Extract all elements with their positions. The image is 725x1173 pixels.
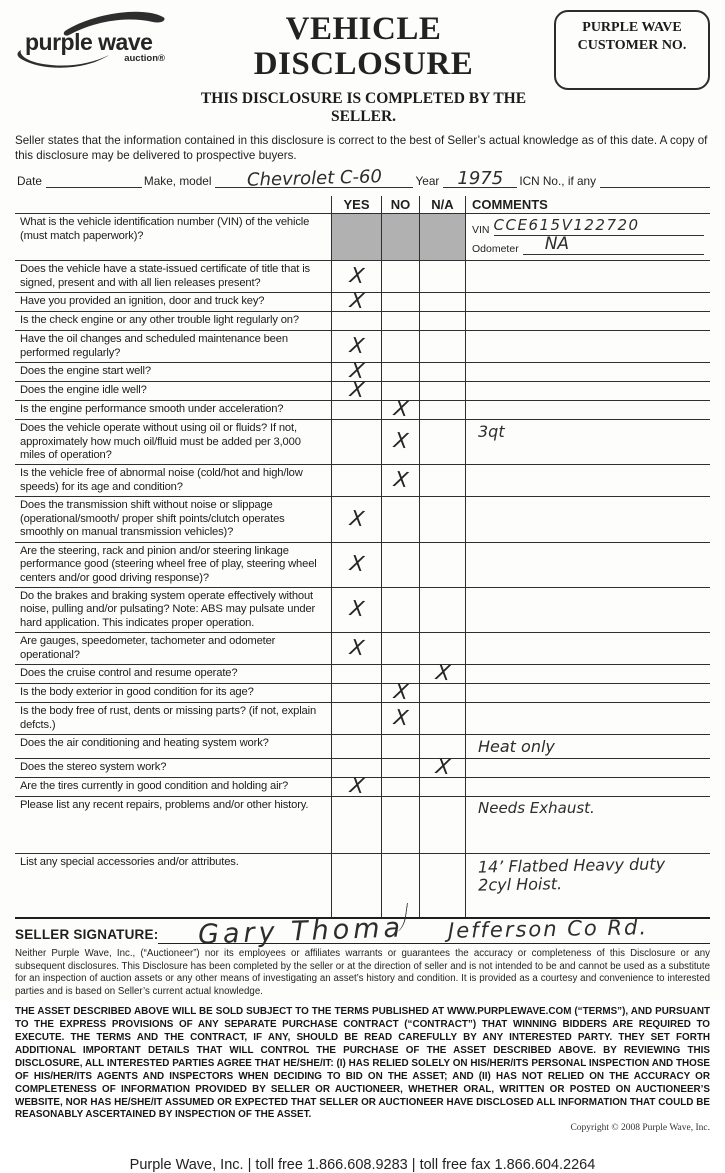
yes-cell — [331, 703, 381, 734]
question-text: Is the body free of rust, dents or missing parts? (if not, explain defcts.) — [20, 705, 317, 731]
comments-cell — [465, 420, 710, 464]
no-cell — [381, 759, 419, 777]
handwritten-x-mark-na: X — [434, 754, 451, 780]
footer-contact-line: Purple Wave, Inc. | toll free 1.866.608.9283 | toll free fax 1.866.604.2264 — [129, 1157, 596, 1173]
handwritten-comment: 3qt — [478, 422, 505, 442]
handwritten-x-mark-yes: X — [348, 505, 365, 531]
make-model-handwritten-value: Chevrolet C-60 — [246, 166, 383, 192]
na-cell — [419, 684, 465, 702]
vin-label: VIN — [472, 224, 490, 237]
yes-cell-shaded — [331, 214, 381, 260]
no-cell — [381, 497, 419, 541]
make-model-label: Make, model — [143, 174, 212, 189]
na-cell — [419, 633, 465, 664]
form-header — [15, 8, 710, 126]
handwritten-x-mark-no: X — [392, 466, 409, 493]
handwritten-x-mark-no: X — [392, 396, 409, 422]
table-row — [15, 496, 710, 541]
purple-wave-logo-graphic — [15, 8, 173, 72]
comments-cell — [465, 684, 710, 702]
no-cell — [381, 735, 419, 758]
question-text: Does the vehicle have a state-issued certificate of title that is signed, present and with all lien releases present? — [20, 263, 310, 289]
no-cell — [381, 363, 419, 381]
table-row — [15, 773, 710, 799]
na-cell — [419, 261, 465, 292]
question-text: Does the vehicle operate without using oil or fluids? If not, approximately how much oil/fluid must be added per 3,000 miles of operation? — [20, 422, 301, 462]
table-row — [15, 679, 710, 705]
comments-cell — [465, 363, 710, 381]
handwritten-x-mark-na: X — [434, 660, 451, 686]
comments-cell — [465, 261, 710, 292]
table-row — [15, 587, 710, 632]
table-row — [15, 311, 710, 330]
question-text: Does the engine idle well? — [20, 384, 147, 397]
table-row — [15, 330, 710, 362]
yes-cell — [331, 420, 381, 464]
date-label: Date — [17, 174, 42, 189]
table-row — [15, 396, 710, 422]
comments-cell — [465, 633, 710, 664]
question-text: Does the air conditioning and heating system work? — [20, 737, 269, 750]
disclaimer-paragraph: Neither Purple Wave, Inc., (“Auctioneer”) nor its employees or affiliates warrants or guarantees the accuracy or completeness of this Disclosure or any subsequent disclosures. This Disclosure has been completed by the seller or at the direction of seller and is not intended to be and cannot be used as a substitute for an inspection of auction assets or any other means of investigating an asset’s history and condition. It is provided as a courtesy and convenience to interested parties and is based on Seller’s current actual knowledge. — [15, 948, 710, 997]
no-cell — [381, 465, 419, 496]
na-cell — [419, 331, 465, 362]
vehicle-info-line — [15, 166, 710, 192]
handwritten-x-mark-yes: X — [348, 358, 365, 384]
question-text: What is the vehicle identification number (VIN) of the vehicle (must match paperwork)? — [20, 216, 310, 242]
disclosure-table — [15, 196, 710, 917]
comments-cell — [465, 401, 710, 419]
copyright-notice: Copyright © 2008 Purple Wave, Inc. — [570, 1123, 710, 1134]
question-text: Is the engine performance smooth under acceleration? — [20, 403, 284, 416]
comments-cell — [465, 759, 710, 777]
no-cell — [381, 703, 419, 734]
no-cell-shaded — [381, 214, 419, 260]
yes-cell — [331, 312, 381, 330]
question-text: Is the vehicle free of abnormal noise (cold/hot and high/low speeds) for its age and condition? — [20, 467, 303, 493]
comments-cell — [465, 778, 710, 796]
yes-cell — [331, 543, 381, 587]
question-text: Does the cruise control and resume operate? — [20, 667, 238, 680]
comments-cell — [465, 331, 710, 362]
handwritten-x-mark-yes: X — [348, 377, 365, 403]
title-block — [173, 8, 554, 126]
comments-cell — [465, 854, 710, 917]
year-field — [443, 168, 517, 190]
vin-odometer-block — [472, 215, 706, 259]
comments-cell — [465, 293, 710, 311]
comments-cell — [465, 797, 710, 853]
question-text: List any special accessories and/or attributes. — [20, 856, 239, 869]
no-cell — [381, 331, 419, 362]
table-row — [15, 542, 710, 587]
make-model-field — [215, 166, 413, 192]
date-field — [46, 172, 142, 188]
question-text: Please list any recent repairs, problems and/or other history. — [20, 799, 309, 812]
table-row-vin — [15, 213, 710, 260]
na-cell — [419, 543, 465, 587]
comments-cell — [465, 214, 710, 260]
vin-field — [494, 217, 704, 236]
seller-signature-label: SELLER SIGNATURE: — [15, 927, 159, 943]
year-label: Year — [415, 174, 440, 189]
table-row — [15, 377, 710, 403]
table-row — [15, 853, 710, 917]
odometer-field — [523, 236, 704, 255]
comments-cell — [465, 497, 710, 541]
comments-cell — [465, 465, 710, 496]
question-text: Have you provided an ignition, door and truck key? — [20, 295, 265, 308]
no-cell — [381, 261, 419, 292]
vin-handwritten-value: CCE615V122720 — [493, 216, 640, 235]
na-cell — [419, 754, 465, 780]
table-body — [15, 213, 710, 917]
table-row — [15, 702, 710, 734]
handwritten-comment: 14’ Flatbed Heavy duty 2cyl Hoist. — [477, 854, 666, 896]
question-text: Have the oil changes and scheduled maintenance been performed regularly? — [20, 333, 288, 359]
comments-cell — [465, 665, 710, 683]
handwritten-x-mark-no: X — [392, 679, 409, 705]
purple-wave-logo — [15, 8, 173, 77]
no-cell — [381, 633, 419, 664]
table-row — [15, 796, 710, 853]
question-text: Is the body exterior in good condition for its age? — [20, 686, 254, 699]
na-cell — [419, 420, 465, 464]
table-row — [15, 734, 710, 758]
no-cell — [381, 797, 419, 853]
customer-number-box: PURPLE WAVE CUSTOMER NO. — [554, 10, 710, 90]
na-cell — [419, 588, 465, 632]
table-row — [15, 288, 710, 314]
question-text: Does the stereo system work? — [20, 761, 167, 774]
comments-cell — [465, 543, 710, 587]
yes-cell — [331, 497, 381, 541]
comments-cell — [465, 735, 710, 758]
terms-paragraph: THE ASSET DESCRIBED ABOVE WILL BE SOLD SUBJECT TO THE TERMS PUBLISHED AT WWW.PURPLEWAVE.COM (“TERMS”), AND PURSUANT TO THE EXPRESS PROVISIONS OF ANY SEPARATE PURCHASE CONTRACT (“CONTRACT”) THAT WINNING BIDDERS ARE REQUIRED TO EXECUTE. THE TERMS AND THE CONTRACT, IF ANY, SHOULD BE READ CAREFULLY BY ANY INTERESTED PARTY. THEY SET FORTH ADDITIONAL IMPORTANT DETAILS THAT WILL CONTROL THE PURCHASE OF THE ASSET DESCRIBED ABOVE. BY REVIEWING THIS DISCLOSURE, ALL INTERESTED PARTIES AGREE THAT HE/SHE/IT: (I) HAS RELIED SOLELY ON HIS/HER/ITS PERSONAL INSPECTION AND THOSE OF HIS/HER/ITS AGENTS AND INSPECTORS WHEN DECIDING TO BID ON THE ASSET; AND (II) HAS NOT RELIED ON THE ACCURACY OR COMPLETENESS OF INFORMATION PROVIDED BY SELLER OR AUCTIONEER, WHETHER ORAL, WRITTEN OR POSTED ON AUCTIONEER’S WEBSITE, NOR HAS HE/SHE/IT ASSUMED OR EXPECTED THAT SELLER OR AUCTIONEER HAVE DISCLOSED ALL INFORMATION THAT COULD BE REASONABLY ASCERTAINED BY INSPECTION OF THE ASSET. — [15, 1006, 710, 1121]
yes-cell — [331, 854, 381, 917]
seller-signature-handwritten-location: Jefferson Co Rd. — [448, 915, 649, 943]
no-cell — [381, 396, 419, 422]
seller-signature-line — [158, 912, 710, 951]
handwritten-x-mark-yes: X — [348, 550, 365, 577]
question-column-header — [15, 196, 331, 213]
odometer-line — [472, 236, 704, 255]
yes-cell — [331, 773, 381, 799]
na-cell — [419, 465, 465, 496]
question-text: Do the brakes and braking system operate effectively without noise, pulling and/or pulsating? Note: ABS may pulsate under hard application. This indicates proper operation. — [20, 589, 316, 629]
table-row — [15, 260, 710, 292]
page-title: VEHICLE DISCLOSURE — [253, 11, 474, 82]
comments-cell — [465, 382, 710, 400]
na-cell — [419, 797, 465, 853]
yes-cell — [331, 665, 381, 683]
seller-statement: Seller states that the information contained in this disclosure is correct to the best of Seller’s actual knowledge as of this date. A copy of this disclosure may be delivered to prospective buyers. — [15, 134, 708, 163]
no-cell — [381, 543, 419, 587]
yes-cell — [331, 797, 381, 853]
seller-signature-handwritten-name: Gary Thoma — [197, 912, 405, 951]
seller-signature-row — [15, 912, 710, 951]
yes-cell — [331, 588, 381, 632]
handwritten-comment: Needs Exhaust. — [478, 799, 595, 818]
icn-field — [600, 172, 710, 188]
handwritten-x-mark-no: X — [392, 704, 409, 730]
handwritten-x-mark-yes: X — [348, 596, 365, 622]
vin-line — [472, 217, 704, 236]
handwritten-x-mark-no: X — [392, 428, 409, 454]
yes-cell — [331, 288, 381, 314]
question-text: Are the tires currently in good condition and holding air? — [20, 780, 289, 793]
no-cell — [381, 312, 419, 330]
table-row — [15, 632, 710, 664]
table-row — [15, 419, 710, 464]
na-cell — [419, 401, 465, 419]
na-cell — [419, 312, 465, 330]
year-handwritten-value: 1975 — [457, 168, 504, 190]
no-cell — [381, 588, 419, 632]
question-text: Is the check engine or any other trouble light regularly on? — [20, 314, 299, 327]
na-cell — [419, 703, 465, 734]
odometer-label: Odometer — [472, 243, 519, 256]
na-cell — [419, 363, 465, 381]
handwritten-x-mark-yes: X — [348, 634, 365, 660]
handwritten-comment: Heat only — [478, 737, 555, 757]
no-cell — [381, 293, 419, 311]
comments-cell — [465, 588, 710, 632]
na-cell — [419, 497, 465, 541]
question-text: Are gauges, speedometer, tachometer and odometer operational? — [20, 635, 276, 661]
icn-label: ICN No., if any — [519, 174, 597, 189]
yes-cell — [331, 377, 381, 403]
question-text: Are the steering, rack and pinion and/or steering linkage performance good (steering wheel free of play, steering wheel centers and/or good driving response)? — [20, 544, 317, 584]
handwritten-x-mark-yes: X — [348, 332, 365, 358]
na-cell — [419, 293, 465, 311]
comments-cell — [465, 312, 710, 330]
no-cell — [381, 679, 419, 705]
logo-wordmark: purple wave — [25, 29, 153, 55]
handwritten-x-mark-yes: X — [348, 288, 365, 314]
no-cell — [381, 420, 419, 464]
no-column-header: NO — [381, 196, 419, 213]
logo-tagline: auction® — [124, 53, 165, 64]
yes-column-header: YES — [331, 196, 381, 213]
page-subtitle: THIS DISCLOSURE IS COMPLETED BY THE SELLER. — [200, 90, 527, 126]
no-cell — [381, 778, 419, 796]
na-cell — [419, 382, 465, 400]
comments-column-header: COMMENTS — [465, 196, 710, 213]
question-text: Does the transmission shift without noise or slippage (operational/smooth/ proper shift points/clutch operates smoothly on manual transmission vehicles)? — [20, 499, 285, 539]
na-cell — [419, 854, 465, 917]
na-cell-shaded — [419, 214, 465, 260]
yes-cell — [331, 331, 381, 362]
odometer-handwritten-value: NA — [544, 234, 570, 255]
comments-cell — [465, 703, 710, 734]
table-row — [15, 660, 710, 686]
na-cell — [419, 778, 465, 796]
yes-cell — [331, 633, 381, 664]
question-text: Does the engine start well? — [20, 365, 151, 378]
na-cell — [419, 660, 465, 686]
table-header-row — [15, 196, 710, 213]
yes-cell — [331, 684, 381, 702]
na-column-header: N/A — [419, 196, 465, 213]
yes-cell — [331, 465, 381, 496]
yes-cell — [331, 401, 381, 419]
table-row — [15, 464, 710, 496]
yes-cell — [331, 735, 381, 758]
handwritten-x-mark-yes: X — [348, 262, 365, 289]
handwritten-x-mark-yes: X — [348, 773, 365, 799]
